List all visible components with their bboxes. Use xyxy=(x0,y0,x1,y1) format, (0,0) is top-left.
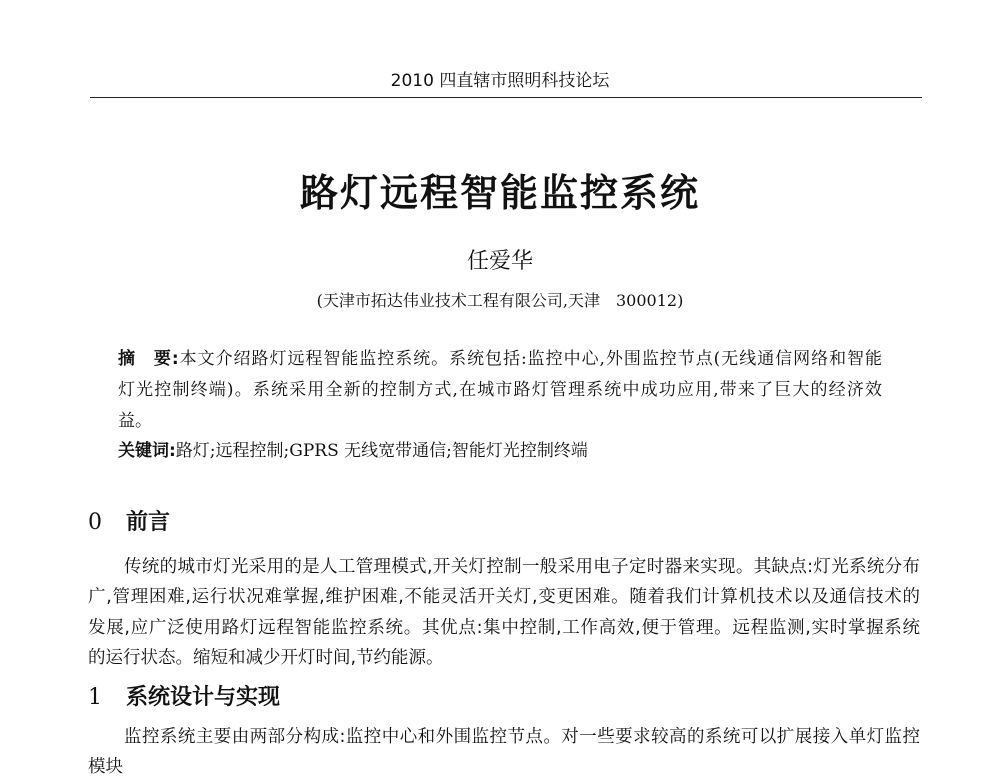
section-number: 1 xyxy=(88,685,102,710)
abstract-line xyxy=(118,344,882,369)
keywords-text: 路灯;远程控制;GPRS 无线宽带通信;智能灯光控制终端 xyxy=(175,441,588,461)
abstract-label: 摘 要: xyxy=(118,349,179,369)
running-header: 2010 四直辖市照明科技论坛 xyxy=(390,71,610,91)
paragraph-line: 传统的城市灯光采用的是人工管理模式,开关灯控制一般采用电子定时器来实现。其缺点:灯光系统分布 xyxy=(124,557,920,577)
section-number: 0 xyxy=(88,510,102,535)
header-rule xyxy=(90,97,922,98)
paragraph-line: 的运行状态。缩短和减少开灯时间,节约能源。 xyxy=(88,648,444,668)
paper-title: 路灯远程智能监控系统 xyxy=(299,171,700,215)
abstract-line: 益。 xyxy=(118,411,152,431)
abstract-text: 本文介绍路灯远程智能监控系统。系统包括:监控中心,外围监控节点(无线通信网络和智能 xyxy=(178,349,882,369)
keywords xyxy=(118,436,882,461)
paragraph-line: 发展,应广泛使用路灯远程智能监控系统。其优点:集中控制,工作高效,便于管理。远程监测,实时掌握系统 xyxy=(88,618,920,638)
section-title: 前言 xyxy=(126,510,171,535)
keywords-label: 关键词: xyxy=(118,441,176,461)
paragraph-line: 广,管理困难,运行状况难掌握,维护困难,不能灵活开关灯,变更困难。随着我们计算机技术以及通信技术的 xyxy=(88,587,920,607)
section-heading xyxy=(88,680,280,711)
section-heading xyxy=(88,505,170,536)
author: 任爱华 xyxy=(466,249,533,274)
abstract-line: 灯光控制终端)。系统采用全新的控制方式,在城市路灯管理系统中成功应用,带来了巨大的经济效 xyxy=(118,380,882,400)
paragraph-line: 监控系统主要由两部分构成:监控中心和外围监控节点。对一些要求较高的系统可以扩展接入单灯监控 xyxy=(124,727,920,747)
paragraph-line: 模块 xyxy=(88,757,123,777)
section-title: 系统设计与实现 xyxy=(126,685,281,710)
affiliation: (天津市拓达伟业技术工程有限公司,天津 300012) xyxy=(316,291,684,310)
